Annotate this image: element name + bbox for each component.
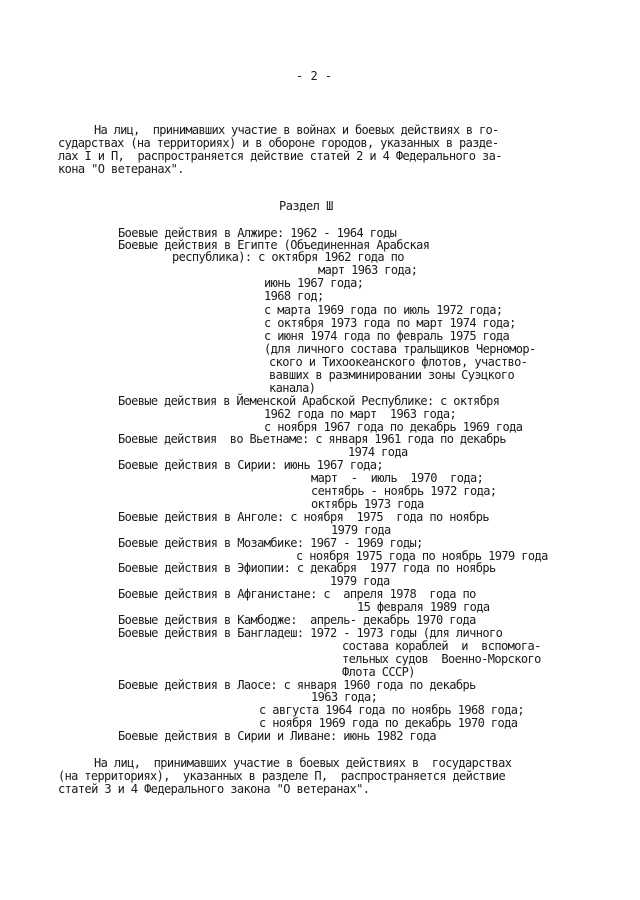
list-item: с марта 1969 года по июль 1972 года; bbox=[264, 303, 503, 317]
list-item: Боевые действия в Йеменской Арабской Республике: с октября bbox=[118, 394, 500, 408]
list-item: ского и Тихоокеанского флотов, участво- bbox=[269, 355, 528, 369]
list-item: март 1963 года; bbox=[318, 263, 418, 277]
list-item: июнь 1967 года; bbox=[264, 276, 364, 290]
intro-line: сударствах (на территориях) и в обороне городов, указанных в разде- bbox=[58, 136, 499, 150]
list-item: Боевые действия в Египте (Объединенная Арабская bbox=[118, 238, 430, 252]
list-item: Флота СССР) bbox=[342, 665, 415, 679]
intro-line: лах I и П, распространяется действие статей 2 и 4 Федерального за- bbox=[58, 149, 502, 163]
list-item: март - июль 1970 года; bbox=[311, 471, 484, 485]
list-item: 15 февраля 1989 года bbox=[357, 600, 490, 614]
list-item: с августа 1964 года по ноябрь 1968 года; bbox=[259, 703, 524, 717]
list-item: с ноября 1975 года по ноябрь 1979 года bbox=[296, 549, 548, 563]
list-item: Боевые действия в Бангладеш: 1972 - 1973 годы (для личного bbox=[118, 626, 503, 640]
list-item: Боевые действия в Эфиопии: с декабря 1977 года по ноябрь bbox=[118, 561, 496, 575]
page-number: - 2 - bbox=[296, 69, 333, 83]
intro-line: кона "О ветеранах". bbox=[58, 162, 184, 176]
section-title: Раздел Ш bbox=[279, 199, 333, 213]
list-item: Боевые действия в Анголе: с ноября 1975 года по ноябрь bbox=[118, 510, 489, 524]
list-item: Боевые действия во Вьетнаме: с января 1961 года по декабрь bbox=[118, 432, 506, 446]
list-item: Боевые действия в Сирии и Ливане: июнь 1982 года bbox=[118, 729, 436, 743]
list-item: 1968 год; bbox=[264, 289, 324, 303]
list-item: с ноября 1969 года по декабрь 1970 года bbox=[259, 716, 518, 730]
list-item: канала) bbox=[269, 381, 316, 395]
list-item: Боевые действия в Сирии: июнь 1967 года; bbox=[118, 458, 383, 472]
list-item: 1963 года; bbox=[311, 690, 378, 704]
list-item: 1979 года bbox=[330, 574, 390, 588]
list-item: октябрь 1973 года bbox=[311, 497, 424, 511]
closing-line: На лиц, принимавших участие в боевых действиях в государствах bbox=[94, 756, 512, 770]
closing-line: статей 3 и 4 Федерального закона "О ветеранах". bbox=[58, 782, 370, 796]
list-item: состава кораблей и вспомога- bbox=[342, 639, 541, 653]
list-item: Боевые действия в Мозамбике: 1967 - 1969 годы; bbox=[118, 536, 423, 550]
list-item: вавших в разминировании зоны Суэцкого bbox=[269, 368, 515, 382]
list-item: 1974 года bbox=[348, 445, 408, 459]
list-item: Боевые действия в Лаосе: с января 1960 года по декабрь bbox=[118, 678, 476, 692]
list-item: с июня 1974 года по февраль 1975 года bbox=[264, 329, 510, 343]
list-item: 1962 года по март 1963 года; bbox=[264, 407, 457, 421]
list-item: Боевые действия в Афганистане: с апреля 1978 года по bbox=[118, 587, 476, 601]
list-item: Боевые действия в Камбодже: апрель- декабрь 1970 года bbox=[118, 613, 476, 627]
closing-line: (на территориях), указанных в разделе П, распространяется действие bbox=[58, 769, 506, 783]
list-item: сентябрь - ноябрь 1972 года; bbox=[311, 484, 497, 498]
list-item: республика): с октября 1962 года по bbox=[172, 250, 404, 264]
intro-line: На лиц, принимавших участие в войнах и боевых действиях в го- bbox=[94, 123, 499, 137]
list-item: 1979 года bbox=[331, 523, 391, 537]
list-item: Боевые действия в Алжире: 1962 - 1964 годы bbox=[118, 226, 397, 240]
list-item: с октября 1973 года по март 1974 года; bbox=[264, 316, 516, 330]
list-item: тельных судов Военно-Морского bbox=[342, 652, 541, 666]
list-item: (для личного состава тральщиков Черномор- bbox=[264, 342, 536, 356]
list-item: с ноября 1967 года по декабрь 1969 года bbox=[264, 420, 523, 434]
